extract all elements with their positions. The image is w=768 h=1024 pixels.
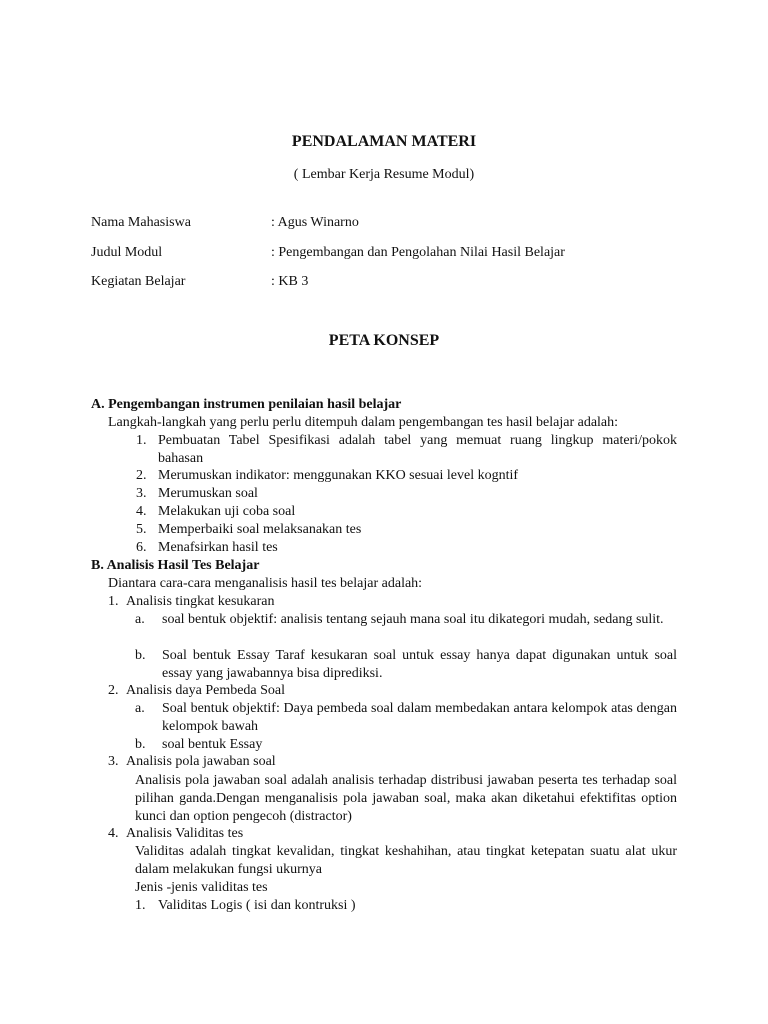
validity-number: 1. (135, 898, 146, 913)
step-text: Merumuskan indikator: menggunakan KKO sesuai level kogntif (158, 468, 519, 483)
identity-label-name: Nama Mahasiswa (91, 215, 191, 230)
sub-item-letter: a. (135, 612, 145, 627)
item-number: 3. (108, 754, 119, 769)
section-b-intro: Diantara cara-cara menganalisis hasil tes belajar adalah: (108, 576, 423, 591)
sub-item-text: Soal bentuk Essay Taraf kesukaran soal untuk essay hanya dapat digunakan untuk soal essay yang jawabannya bisa diprediksi. (162, 648, 677, 681)
step-number: 4. (136, 504, 147, 519)
sub-item-letter: a. (135, 701, 145, 716)
step-text: Melakukan uji coba soal (158, 504, 296, 519)
step-text: Menafsirkan hasil tes (158, 540, 278, 555)
item-title: Analisis tingkat kesukaran (126, 594, 275, 609)
item-title: Analisis Validitas tes (126, 826, 244, 841)
step-number: 6. (136, 540, 147, 555)
step-text: Merumuskan soal (158, 486, 258, 501)
item-line: Jenis -jenis validitas tes (135, 880, 268, 895)
item-title: Analisis daya Pembeda Soal (126, 683, 286, 698)
item-paragraph: Analisis pola jawaban soal adalah analisis terhadap distribusi jawaban peserta tes terhadap soal pilihan ganda.Dengan menganalisis pola jawaban soal, maka akan diketahui efektifitas option kunci dan option pengecoh (distractor) (135, 773, 677, 824)
page-title: PENDALAMAN MATERI (291, 133, 477, 150)
step-number: 1. (136, 433, 147, 448)
step-text: Memperbaiki soal melaksanakan tes (158, 522, 362, 537)
sub-item-text: Soal bentuk objektif: Daya pembeda soal dalam membedakan antara kelompok atas dengan kelompok bawah (162, 701, 677, 734)
sub-item-text: soal bentuk Essay (162, 737, 263, 752)
validity-text: Validitas Logis ( isi dan kontruksi ) (158, 898, 356, 913)
item-number: 2. (108, 683, 119, 698)
item-number: 1. (108, 594, 119, 609)
identity-label-activity: Kegiatan Belajar (91, 274, 186, 289)
identity-value-activity: : KB 3 (271, 274, 309, 289)
identity-value-module: : Pengembangan dan Pengolahan Nilai Hasil Belajar (271, 245, 565, 260)
item-number: 4. (108, 826, 119, 841)
step-number: 3. (136, 486, 147, 501)
concept-map-title: PETA KONSEP (328, 332, 440, 349)
section-a-heading: A. Pengembangan instrumen penilaian hasil belajar (91, 397, 402, 412)
identity-value-name: : Agus Winarno (271, 215, 359, 230)
step-number: 5. (136, 522, 147, 537)
identity-label-module: Judul Modul (91, 245, 163, 260)
item-paragraph: Validitas adalah tingkat kevalidan, tingkat keshahihan, atau tingkat ketepatan suatu alat ukur dalam melakukan fungsi ukurnya (135, 844, 677, 877)
section-b-heading: B. Analisis Hasil Tes Belajar (91, 558, 260, 573)
section-a-intro: Langkah-langkah yang perlu perlu ditempuh dalam pengembangan tes hasil belajar adalah: (108, 415, 619, 430)
sub-item-text: soal bentuk objektif: analisis tentang sejauh mana soal itu dikategori mudah, sedang sulit. (162, 612, 664, 627)
page-subtitle: ( Lembar Kerja Resume Modul) (293, 167, 475, 182)
sub-item-letter: b. (135, 737, 146, 752)
sub-item-letter: b. (135, 648, 146, 663)
item-title: Analisis pola jawaban soal (126, 754, 276, 769)
step-text: Pembuatan Tabel Spesifikasi adalah tabel yang memuat ruang lingkup materi/pokok bahasan (158, 433, 677, 466)
step-number: 2. (136, 468, 147, 483)
